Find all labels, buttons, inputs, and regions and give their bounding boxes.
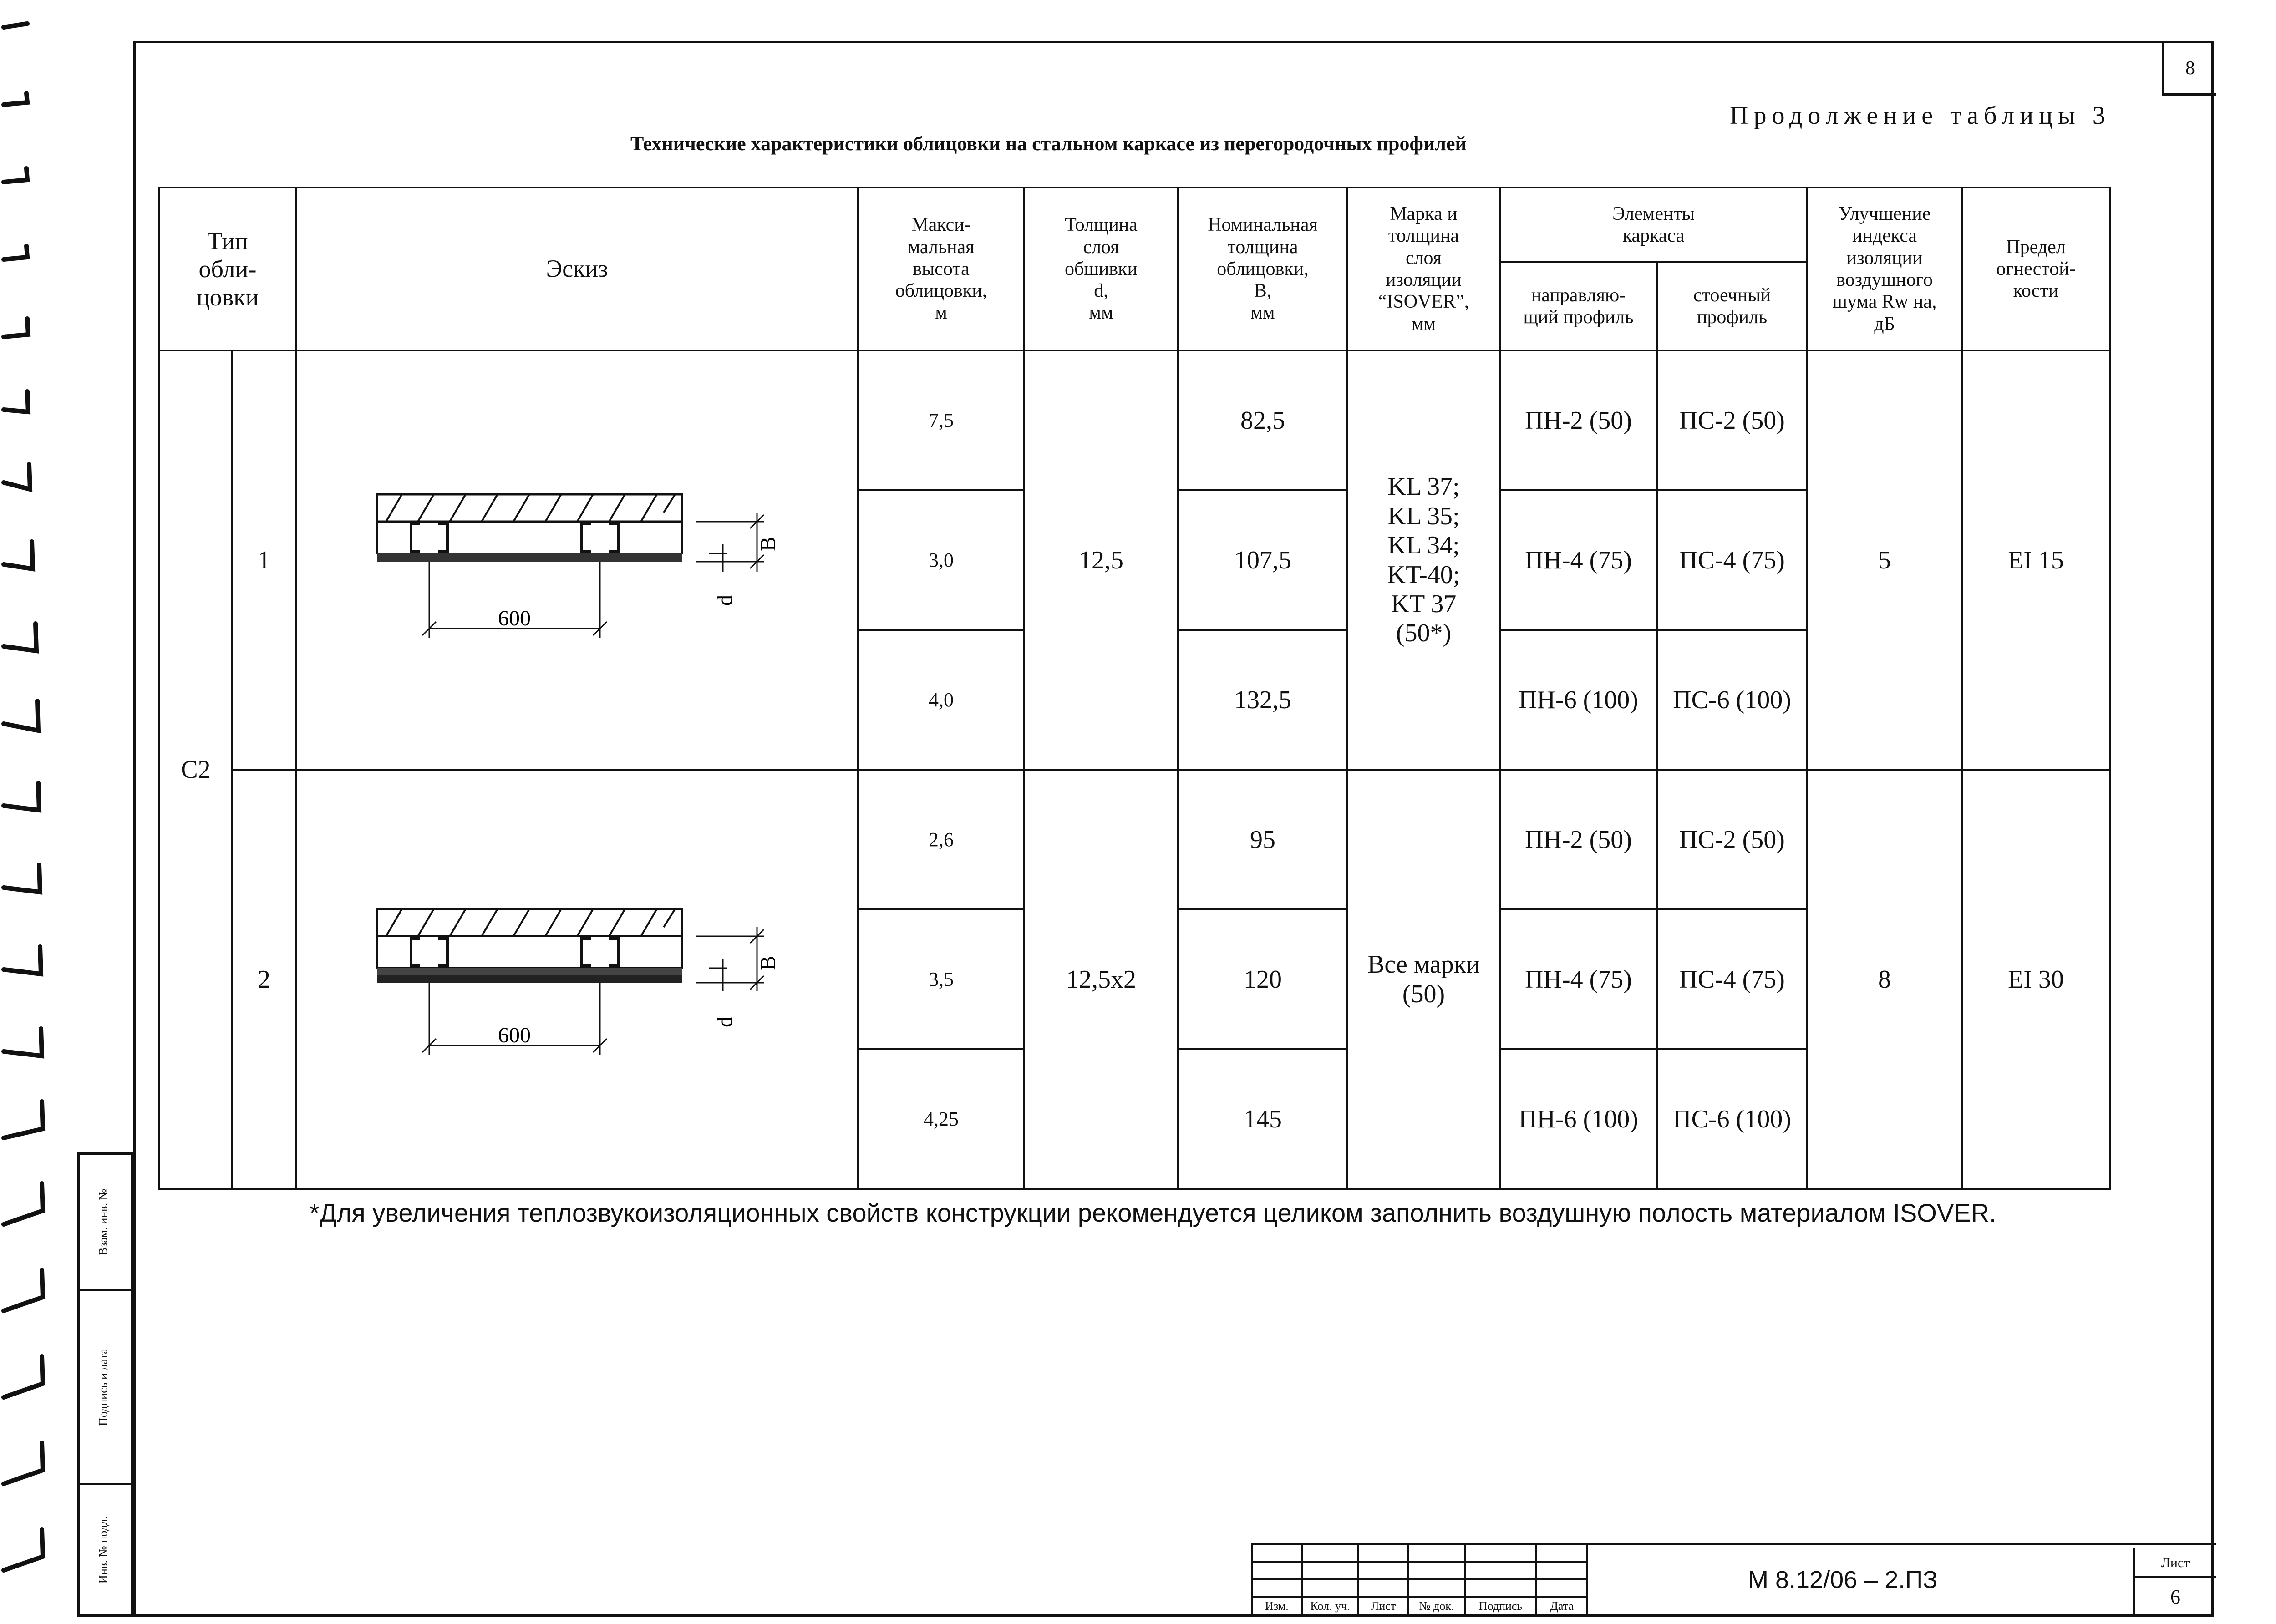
side-label-replacement: Взам. инв. № — [97, 1188, 110, 1256]
text-line: (50) — [1402, 979, 1445, 1008]
side-cell-signature — [80, 1291, 131, 1485]
noise-improvement-cell: 8 — [1807, 770, 1962, 1189]
text-line: кости — [2013, 280, 2059, 302]
text-line: Улучшение — [1838, 203, 1931, 225]
sketch-1-width-label: 600 — [498, 606, 531, 630]
top-sheet-number: 8 — [2162, 43, 2216, 96]
text-line: обшивки — [1065, 258, 1138, 279]
max-height-cell: 4,25 — [858, 1049, 1024, 1189]
text-line: воздушного — [1836, 269, 1933, 290]
text-line: высота — [913, 258, 970, 279]
text-line: обли- — [198, 255, 257, 283]
text-line: цовки — [196, 284, 259, 311]
variant-cell: 2 — [232, 770, 296, 1189]
type-code-cell: С2 — [159, 350, 232, 1189]
text-line: мм — [1089, 302, 1113, 324]
header-frame-elements — [1500, 188, 1807, 262]
text-line: слоя — [1083, 236, 1119, 258]
text-line: KT-40; — [1387, 560, 1460, 589]
text-line: толщина — [1388, 225, 1459, 247]
max-height-cell: 4,0 — [858, 630, 1024, 770]
stamp-col-sheet: Лист — [1358, 1597, 1408, 1615]
header-noise-improvement — [1807, 188, 1962, 350]
text-line: KL 37; — [1387, 472, 1460, 501]
side-approval-strip — [77, 1152, 133, 1617]
stamp-col-signature: Подпись — [1465, 1597, 1536, 1615]
max-height-cell: 7,5 — [858, 350, 1024, 490]
text-line: облицовки, — [895, 280, 987, 302]
sketch-1-d-label: d — [713, 595, 737, 606]
table-row — [159, 350, 2110, 490]
text-line: огнестой- — [1996, 258, 2076, 279]
nominal-thickness-cell: 145 — [1178, 1049, 1347, 1189]
fire-resistance-cell: EI 15 — [1962, 350, 2110, 770]
variant-cell: 1 — [232, 350, 296, 770]
sketch-2-d-label: d — [713, 1016, 737, 1027]
text-line: мм — [1250, 302, 1275, 324]
sketch-2-width-label: 600 — [498, 1023, 531, 1047]
sheet-label: Лист — [2135, 1550, 2216, 1578]
side-label-original: Инв. № подл. — [97, 1516, 110, 1583]
cladding-sketch-1 — [300, 353, 862, 767]
stud-profile-cell: ПС-2 (50) — [1657, 350, 1807, 490]
sketch-2-b-label: В — [756, 955, 780, 970]
layer-thickness-cell: 12,5 — [1024, 350, 1178, 770]
header-layer-thickness — [1024, 188, 1178, 350]
characteristics-table — [158, 187, 2111, 1190]
stud-profile-cell: ПС-2 (50) — [1657, 770, 1807, 909]
max-height-cell: 3,5 — [858, 909, 1024, 1049]
guide-profile-cell: ПН-2 (50) — [1500, 350, 1657, 490]
stud-profile-cell: ПС-6 (100) — [1657, 1049, 1807, 1189]
table-title: Технические характеристики облицовки на стальном каркасе из перегородочных профилей — [630, 132, 1467, 155]
document-code: М 8.12/06 – 2.ПЗ — [1748, 1566, 1938, 1594]
text-line: В, — [1254, 280, 1272, 302]
max-height-cell: 3,0 — [858, 490, 1024, 630]
text-line: облицовки, — [1217, 258, 1309, 279]
text-line: мальная — [908, 236, 975, 258]
stamp-col-doc: № док. — [1408, 1597, 1465, 1615]
text-line: Элементы — [1612, 203, 1695, 224]
stamp-col-change: Изм. — [1252, 1597, 1302, 1615]
nominal-thickness-cell: 82,5 — [1178, 350, 1347, 490]
guide-profile-cell: ПН-6 (100) — [1500, 630, 1657, 770]
cladding-sketch-2 — [300, 772, 862, 1186]
binding-marks — [0, 0, 50, 1624]
header-sketch: Эскиз — [296, 188, 858, 350]
text-line: “ISOVER”, — [1378, 291, 1469, 313]
text-line: (50*) — [1396, 619, 1452, 648]
nominal-thickness-cell: 132,5 — [1178, 630, 1347, 770]
text-line: d, — [1094, 280, 1108, 302]
text-line: профиль — [1697, 307, 1768, 328]
stamp-col-date: Дата — [1536, 1597, 1587, 1615]
guide-profile-cell: ПН-6 (100) — [1500, 1049, 1657, 1189]
nominal-thickness-cell: 95 — [1178, 770, 1347, 909]
title-block-top-line — [1251, 1543, 2216, 1545]
text-line: индекса — [1852, 225, 1917, 247]
header-guide-profile — [1500, 262, 1657, 350]
text-line: толщина — [1227, 236, 1298, 258]
text-line: шума Rw на, — [1832, 291, 1937, 313]
text-line: каркаса — [1622, 225, 1685, 246]
footnote: *Для увеличения теплозвукоизоляционных свойств конструкции рекомендуется целиком заполнить воздушную полость материалом ISOVER. — [310, 1198, 1997, 1227]
insulation-cell — [1347, 350, 1500, 770]
side-cell-replacement — [80, 1155, 131, 1291]
nominal-thickness-cell: 107,5 — [1178, 490, 1347, 630]
text-line: Все марки — [1367, 950, 1480, 979]
header-stud-profile — [1657, 262, 1807, 350]
table-row — [159, 770, 2110, 909]
stamp-col-count: Кол. уч. — [1302, 1597, 1358, 1615]
fire-resistance-cell: EI 30 — [1962, 770, 2110, 1189]
layer-thickness-cell: 12,5х2 — [1024, 770, 1178, 1189]
header-max-height — [858, 188, 1024, 350]
text-line: Макси- — [911, 214, 971, 236]
text-line: направляю- — [1531, 284, 1626, 306]
text-line: Номинальная — [1208, 214, 1318, 236]
text-line: мм — [1411, 313, 1436, 335]
noise-improvement-cell: 5 — [1807, 350, 1962, 770]
text-line: изоляции — [1386, 269, 1462, 290]
header-fire-resistance — [1962, 188, 2110, 350]
text-line: Тип — [207, 227, 248, 254]
text-line: KT 37 — [1391, 589, 1457, 618]
sheet-number-box — [2133, 1548, 2216, 1617]
text-line: Толщина — [1065, 214, 1138, 236]
stud-profile-cell: ПС-4 (75) — [1657, 909, 1807, 1049]
max-height-cell: 2,6 — [858, 770, 1024, 909]
nominal-thickness-cell: 120 — [1178, 909, 1347, 1049]
side-label-signature: Подпись и дата — [97, 1348, 110, 1426]
text-line: KL 35; — [1387, 502, 1460, 530]
guide-profile-cell: ПН-4 (75) — [1500, 909, 1657, 1049]
title-block-stamp — [1251, 1543, 1588, 1616]
sketch-1-b-label: В — [756, 536, 780, 551]
insulation-cell — [1347, 770, 1500, 1189]
sheet-number: 6 — [2170, 1586, 2180, 1608]
text-line: слоя — [1405, 247, 1442, 269]
side-cell-original — [80, 1485, 131, 1614]
header-nominal-thickness — [1178, 188, 1347, 350]
text-line: изоляции — [1846, 247, 1923, 269]
text-line: стоечный — [1693, 284, 1771, 306]
header-insulation — [1347, 188, 1500, 350]
guide-profile-cell: ПН-2 (50) — [1500, 770, 1657, 909]
guide-profile-cell: ПН-4 (75) — [1500, 490, 1657, 630]
stud-profile-cell: ПС-6 (100) — [1657, 630, 1807, 770]
text-line: м — [935, 302, 947, 324]
sketch-variant-1 — [296, 350, 858, 770]
stud-profile-cell: ПС-4 (75) — [1657, 490, 1807, 630]
header-type — [159, 188, 296, 350]
text-line: KL 34; — [1387, 531, 1460, 560]
text-line: Предел — [2006, 236, 2066, 258]
sketch-variant-2 — [296, 770, 858, 1189]
text-line: Марка и — [1390, 203, 1458, 225]
table-continuation-label: Продолжение таблицы 3 — [1730, 102, 2111, 130]
text-line: дБ — [1874, 313, 1895, 335]
text-line: щий профиль — [1523, 307, 1634, 328]
